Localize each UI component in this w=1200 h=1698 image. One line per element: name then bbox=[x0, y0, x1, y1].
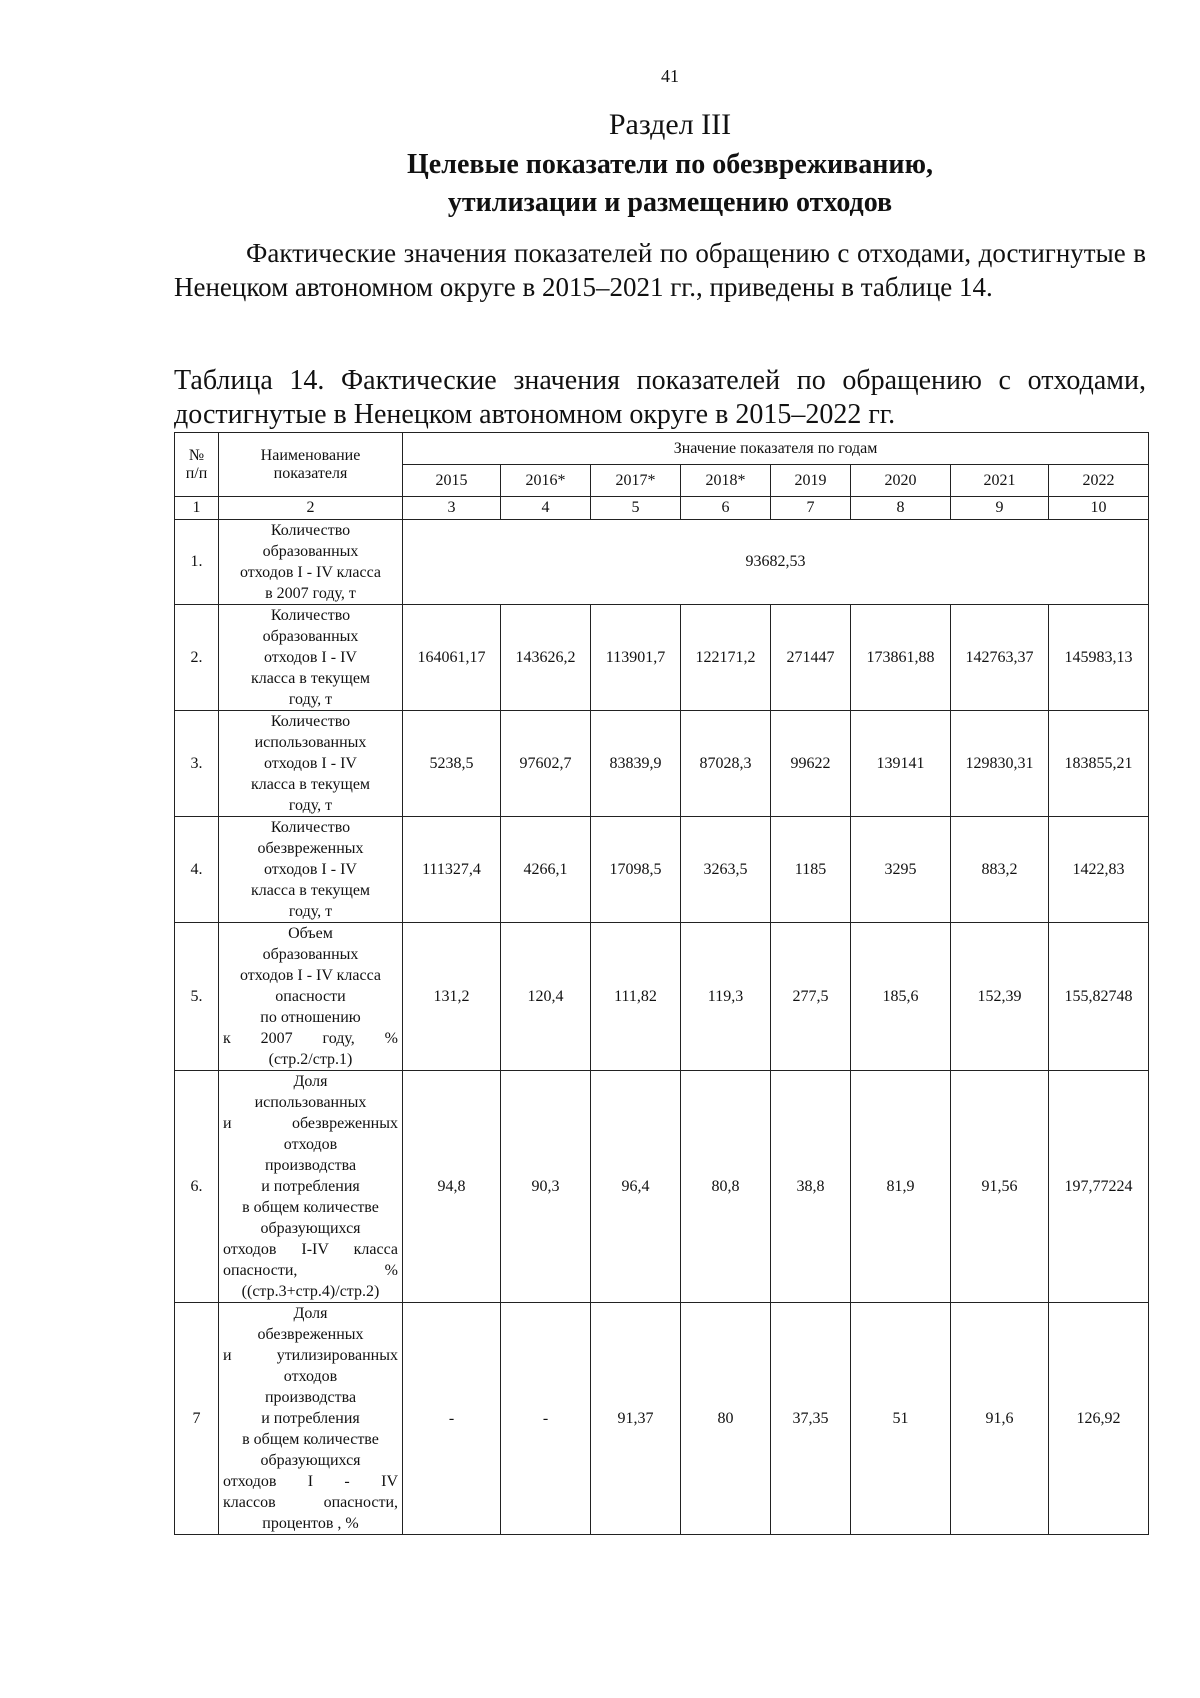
indicator-name-line: образующихся bbox=[260, 1220, 361, 1237]
column-index-cell: 7 bbox=[771, 497, 851, 520]
indicator-name bbox=[219, 1303, 403, 1535]
indicator-name-line: производства bbox=[264, 1389, 357, 1406]
indicator-name-line: обезвреженных bbox=[257, 840, 364, 857]
indicator-name-line: и потребления bbox=[261, 1410, 360, 1427]
column-index-cell: 5 bbox=[591, 497, 681, 520]
indicator-name bbox=[219, 923, 403, 1071]
indicator-name-line: году, т bbox=[288, 691, 333, 708]
indicator-name-line: отходов I - IV bbox=[264, 649, 357, 666]
column-index-cell: 6 bbox=[681, 497, 771, 520]
indicator-name bbox=[219, 1071, 403, 1303]
indicator-name-line: использованных bbox=[254, 734, 367, 751]
value-cell: 1185 bbox=[771, 817, 851, 923]
value-cell: 90,3 bbox=[501, 1071, 591, 1303]
indicator-name-line: Доля bbox=[293, 1305, 328, 1322]
row-number: 3. bbox=[175, 711, 219, 817]
indicator-name-line: отходов I - IV bbox=[264, 755, 357, 772]
indicator-name-line: (стр.2/стр.1) bbox=[268, 1051, 353, 1068]
indicator-name bbox=[219, 817, 403, 923]
indicator-name-line: и утилизированных bbox=[223, 1347, 398, 1364]
value-cell: 91,6 bbox=[951, 1303, 1049, 1535]
col-number-header: № п/п bbox=[175, 433, 219, 497]
section-title: Раздел III bbox=[608, 108, 732, 141]
indicator-name-line: к 2007 году, % bbox=[223, 1030, 398, 1047]
value-cell: - bbox=[403, 1303, 501, 1535]
indicator-name bbox=[219, 711, 403, 817]
value-cell: 99622 bbox=[771, 711, 851, 817]
value-cell: 183855,21 bbox=[1049, 711, 1149, 817]
indicator-name bbox=[219, 520, 403, 605]
indicator-name-line: и обезвреженных bbox=[223, 1115, 398, 1132]
value-cell: 111327,4 bbox=[403, 817, 501, 923]
table-caption: Таблица 14. Фактические значения показателей по обращению с отходами, достигнутые в Ненецком автономном округе в 2015–2022 гг. bbox=[174, 365, 1146, 430]
page-number: 41 bbox=[661, 66, 679, 86]
value-cell: 111,82 bbox=[591, 923, 681, 1071]
year-header: 2017* bbox=[591, 465, 681, 497]
value-cell: 129830,31 bbox=[951, 711, 1049, 817]
indicator-name-line: в общем количестве bbox=[242, 1199, 379, 1216]
indicator-name-line: в 2007 году, т bbox=[265, 585, 356, 602]
value-cell: 97602,7 bbox=[501, 711, 591, 817]
column-index-cell: 10 bbox=[1049, 497, 1149, 520]
merged-value-cell: 93682,53 bbox=[403, 520, 1149, 605]
year-header: 2022 bbox=[1049, 465, 1149, 497]
indicator-name-line: опасности bbox=[275, 988, 346, 1005]
value-cell: 145983,13 bbox=[1049, 605, 1149, 711]
indicator-name-line: опасности, % bbox=[223, 1262, 398, 1279]
value-cell: 155,82748 bbox=[1049, 923, 1149, 1071]
indicator-name-line: использованных bbox=[254, 1094, 367, 1111]
row-number: 4. bbox=[175, 817, 219, 923]
value-cell: 51 bbox=[851, 1303, 951, 1535]
indicator-name-line: отходов I - IV класса bbox=[239, 967, 381, 984]
value-cell: 80,8 bbox=[681, 1071, 771, 1303]
indicator-name-line: Количество bbox=[270, 522, 351, 539]
value-cell: 91,56 bbox=[951, 1071, 1049, 1303]
table-header-row bbox=[175, 433, 1149, 465]
value-cell: 119,3 bbox=[681, 923, 771, 1071]
value-cell: 883,2 bbox=[951, 817, 1049, 923]
column-index-cell: 8 bbox=[851, 497, 951, 520]
heading-line: Целевые показатели по обезвреживанию, bbox=[407, 149, 933, 180]
indicator-name-line: процентов , % bbox=[262, 1515, 359, 1532]
indicator-name-line: отходов bbox=[283, 1368, 338, 1385]
indicator-name-line: Количество bbox=[270, 819, 351, 836]
table-row bbox=[175, 923, 1149, 1071]
value-cell: 185,6 bbox=[851, 923, 951, 1071]
year-header: 2021 bbox=[951, 465, 1049, 497]
column-index-cell: 4 bbox=[501, 497, 591, 520]
row-number: 1. bbox=[175, 520, 219, 605]
value-cell: 122171,2 bbox=[681, 605, 771, 711]
value-cell: 120,4 bbox=[501, 923, 591, 1071]
column-index-cell: 2 bbox=[219, 497, 403, 520]
indicator-name-line: Доля bbox=[293, 1073, 328, 1090]
table-row bbox=[175, 1303, 1149, 1535]
year-header: 2019 bbox=[771, 465, 851, 497]
value-cell: 83839,9 bbox=[591, 711, 681, 817]
indicator-name-line: Объем bbox=[288, 925, 333, 942]
value-cell: 91,37 bbox=[591, 1303, 681, 1535]
intro-paragraph: Фактические значения показателей по обращению с отходами, достигнутые в Ненецком автономном округе в 2015–2021 гг., приведены в таблице 14. bbox=[174, 238, 1146, 302]
value-cell: 80 bbox=[681, 1303, 771, 1535]
value-cell: 271447 bbox=[771, 605, 851, 711]
value-cell: 5238,5 bbox=[403, 711, 501, 817]
indicator-name-line: образованных bbox=[262, 628, 359, 645]
indicator-name-line: отходов I-IV класса bbox=[223, 1241, 398, 1258]
indicator-name-line: ((стр.3+стр.4)/стр.2) bbox=[241, 1283, 380, 1300]
indicator-name-line: обезвреженных bbox=[257, 1326, 364, 1343]
year-header: 2018* bbox=[681, 465, 771, 497]
value-cell: 277,5 bbox=[771, 923, 851, 1071]
indicator-name-line: году, т bbox=[288, 797, 333, 814]
value-cell: 3263,5 bbox=[681, 817, 771, 923]
value-cell: 139141 bbox=[851, 711, 951, 817]
value-cell: 152,39 bbox=[951, 923, 1049, 1071]
indicator-name-line: производства bbox=[264, 1157, 357, 1174]
table-row bbox=[175, 1071, 1149, 1303]
value-cell: 142763,37 bbox=[951, 605, 1049, 711]
indicator-name-line: отходов I - IV класса bbox=[239, 564, 381, 581]
table-row bbox=[175, 605, 1149, 711]
column-index-row bbox=[175, 497, 1149, 520]
indicator-name-line: класса в текущем bbox=[250, 670, 371, 687]
row-number: 6. bbox=[175, 1071, 219, 1303]
value-cell: 17098,5 bbox=[591, 817, 681, 923]
document-heading bbox=[0, 146, 1200, 222]
indicator-name-line: классов опасности, bbox=[223, 1494, 398, 1511]
year-header: 2015 bbox=[403, 465, 501, 497]
row-number: 2. bbox=[175, 605, 219, 711]
value-cell: 3295 bbox=[851, 817, 951, 923]
year-header: 2020 bbox=[851, 465, 951, 497]
indicators-table bbox=[174, 432, 1149, 1535]
value-cell: 81,9 bbox=[851, 1071, 951, 1303]
value-cell: 197,77224 bbox=[1049, 1071, 1149, 1303]
column-index-cell: 9 bbox=[951, 497, 1049, 520]
indicator-name-line: отходов I - IV bbox=[223, 1473, 398, 1490]
indicator-name-line: и потребления bbox=[261, 1178, 360, 1195]
indicator-name-line: образованных bbox=[262, 543, 359, 560]
indicator-name bbox=[219, 605, 403, 711]
value-cell: 164061,17 bbox=[403, 605, 501, 711]
year-header: 2016* bbox=[501, 465, 591, 497]
value-cell: 94,8 bbox=[403, 1071, 501, 1303]
indicator-name-line: класса в текущем bbox=[250, 776, 371, 793]
value-cell: 113901,7 bbox=[591, 605, 681, 711]
value-cell: 126,92 bbox=[1049, 1303, 1149, 1535]
value-cell: 4266,1 bbox=[501, 817, 591, 923]
value-cell: 131,2 bbox=[403, 923, 501, 1071]
column-index-cell: 3 bbox=[403, 497, 501, 520]
col-name-header: Наименование показателя bbox=[219, 433, 403, 497]
value-cell: 96,4 bbox=[591, 1071, 681, 1303]
value-cell: 37,35 bbox=[771, 1303, 851, 1535]
indicator-name-line: по отношению bbox=[260, 1009, 361, 1026]
value-cell: 87028,3 bbox=[681, 711, 771, 817]
indicator-name-line: Количество bbox=[270, 713, 351, 730]
table-row bbox=[175, 711, 1149, 817]
indicator-name-line: в общем количестве bbox=[242, 1431, 379, 1448]
value-cell: 173861,88 bbox=[851, 605, 951, 711]
indicator-name-line: отходов bbox=[283, 1136, 338, 1153]
indicator-name-line: класса в текущем bbox=[250, 882, 371, 899]
value-cell: 143626,2 bbox=[501, 605, 591, 711]
row-number: 7 bbox=[175, 1303, 219, 1535]
table-row bbox=[175, 520, 1149, 605]
value-cell: 38,8 bbox=[771, 1071, 851, 1303]
value-cell: 1422,83 bbox=[1049, 817, 1149, 923]
indicator-name-line: году, т bbox=[288, 903, 333, 920]
value-cell: - bbox=[501, 1303, 591, 1535]
indicator-name-line: Количество bbox=[270, 607, 351, 624]
column-index-cell: 1 bbox=[175, 497, 219, 520]
table-row bbox=[175, 817, 1149, 923]
row-number: 5. bbox=[175, 923, 219, 1071]
values-by-year-header: Значение показателя по годам bbox=[403, 433, 1149, 465]
heading-line: утилизации и размещению отходов bbox=[447, 187, 893, 218]
indicator-name-line: образованных bbox=[262, 946, 359, 963]
indicator-name-line: образующихся bbox=[260, 1452, 361, 1469]
indicator-name-line: отходов I - IV bbox=[264, 861, 357, 878]
